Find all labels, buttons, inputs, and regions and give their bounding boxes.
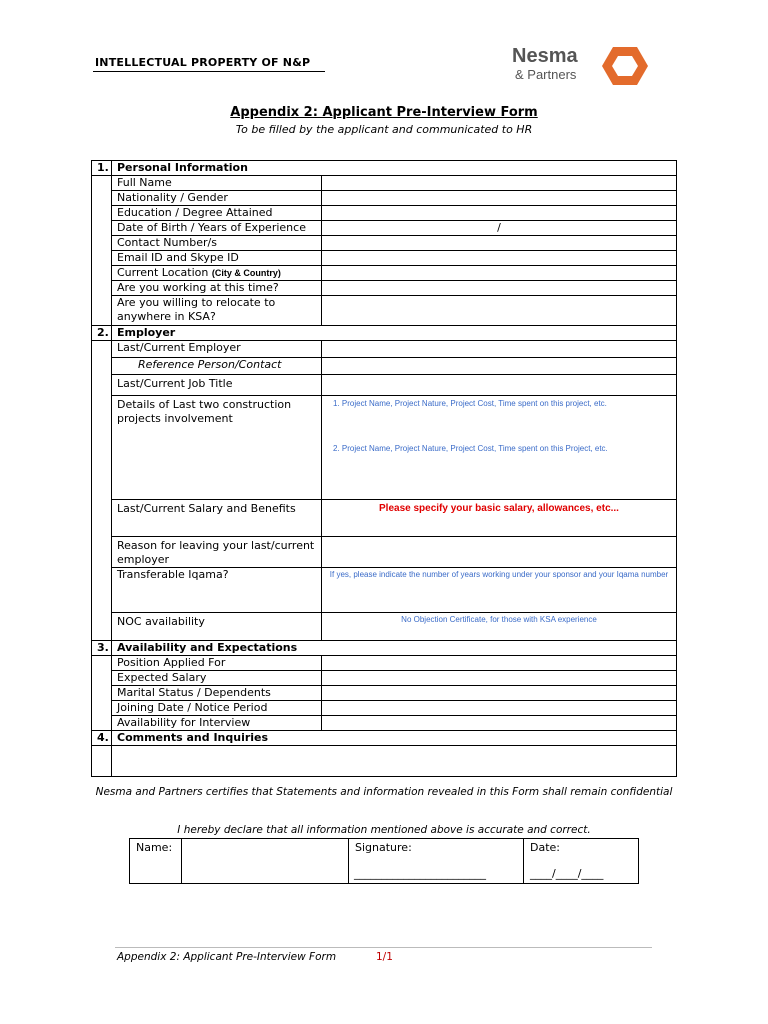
noc-field[interactable] [322,613,677,641]
name-field[interactable] [182,839,349,884]
salary-hint: Please specify your basic salary, allowances, etc... [379,503,619,514]
table-row [92,537,677,568]
section-title: Personal Information [112,161,677,176]
table-row [92,221,677,236]
field-label: Details of Last two construction projects involvement [112,396,322,500]
table-row [92,236,677,251]
noc-hint: No Objection Certificate, for those with KSA experience [401,615,597,624]
email-skype-field[interactable] [322,251,677,266]
header-underline [93,71,325,72]
applicant-form-table [91,160,677,777]
logo-subname: & Partners [515,67,577,82]
section-header-employer [92,326,677,341]
field-label: Joining Date / Notice Period [112,701,322,716]
projects-field[interactable] [322,396,677,500]
signature-line: ________________________ [354,867,486,880]
relocate-field[interactable] [322,296,677,326]
table-row [92,568,677,613]
current-employer-field[interactable] [322,341,677,358]
signature-field[interactable] [349,839,524,884]
field-label: NOC availability [112,613,322,641]
field-label: Current Location [117,266,209,279]
table-row [92,671,677,686]
field-label: Expected Salary [112,671,322,686]
field-label: Date of Birth / Years of Experience [112,221,322,236]
confidentiality-note: Nesma and Partners certifies that Statements and information revealed in this Form shall remain confidential [95,786,673,798]
iqama-field[interactable] [322,568,677,613]
field-label: Contact Number/s [112,236,322,251]
reference-contact-field[interactable] [322,358,677,375]
section-header-availability [92,641,677,656]
table-row [92,686,677,701]
table-row [92,296,677,326]
salary-benefits-field[interactable] [322,500,677,537]
education-field[interactable] [322,206,677,221]
section-header-personal [92,161,677,176]
field-label: Email ID and Skype ID [112,251,322,266]
footer-title: Appendix 2: Applicant Pre-Interview Form [117,951,337,963]
table-row [92,176,677,191]
contact-number-field[interactable] [322,236,677,251]
location-note: (City & Country) [211,268,281,278]
field-label: Full Name [112,176,322,191]
section-number: 4. [92,731,112,746]
table-row [92,500,677,537]
field-label: Last/Current Salary and Benefits [112,500,322,537]
leaving-reason-field[interactable] [322,537,677,568]
logo-name: Nesma [512,45,578,67]
date-line: ____/____/____ [530,867,604,880]
marital-status-field[interactable] [322,686,677,701]
table-row [92,251,677,266]
section-title: Availability and Expectations [112,641,677,656]
page-title: Appendix 2: Applicant Pre-Interview Form [230,105,538,120]
page-subtitle: To be filled by the applicant and communicated to HR [235,123,533,136]
field-label: Nationality / Gender [112,191,322,206]
signature-label: Signature: [355,841,412,854]
section-title: Employer [112,326,677,341]
section-header-comments [92,731,677,746]
header-title: INTELLECTUAL PROPERTY OF N&P [95,56,311,69]
iqama-hint: If yes, please indicate the number of years working under your sponsor and your Iqama number [329,570,669,579]
field-label: Education / Degree Attained [112,206,322,221]
field-label: Marital Status / Dependents [112,686,322,701]
table-row [92,716,677,731]
field-label: Reason for leaving your last/current employer [112,537,322,568]
section-number: 3. [92,641,112,656]
project-hint-2: 2. Project Name, Project Nature, Project Cost, Time spent on this Project, etc. [333,444,608,453]
declaration-text: I hereby declare that all information mentioned above is accurate and correct. [177,824,591,836]
section-number: 2. [92,326,112,341]
table-row [92,613,677,641]
table-row [92,266,677,281]
table-row [92,358,677,375]
field-label: Position Applied For [112,656,322,671]
table-row [92,746,677,777]
hexagon-ring-icon [600,44,650,88]
nationality-field[interactable] [322,191,677,206]
name-label: Name: [130,839,182,884]
section-number: 1. [92,161,112,176]
field-label: Availability for Interview [112,716,322,731]
field-label: Reference Person/Contact [112,358,322,375]
table-row [92,656,677,671]
date-label: Date: [530,841,560,854]
field-label: Are you working at this time? [112,281,322,296]
date-field[interactable] [524,839,639,884]
dob-experience-field[interactable] [322,221,677,236]
page-number: 1/1 [376,951,393,963]
table-row [92,375,677,396]
signature-table [129,838,639,884]
dob-separator: / [497,221,501,234]
full-name-field[interactable] [322,176,677,191]
current-location-field[interactable] [322,266,677,281]
joining-date-field[interactable] [322,701,677,716]
position-field[interactable] [322,656,677,671]
field-label: Last/Current Job Title [112,375,322,396]
comments-field[interactable] [112,746,677,777]
job-title-field[interactable] [322,375,677,396]
table-row [92,341,677,358]
table-row [92,701,677,716]
project-hint-1: 1. Project Name, Project Nature, Project Cost, Time spent on this project, etc. [333,399,607,408]
footer-divider [115,947,652,948]
field-label: Transferable Iqama? [112,568,322,613]
field-label: Last/Current Employer [112,341,322,358]
table-row [92,191,677,206]
interview-availability-field[interactable] [322,716,677,731]
table-row [92,281,677,296]
expected-salary-field[interactable] [322,671,677,686]
field-label: Are you willing to relocate to anywhere in KSA? [112,296,322,326]
table-row [92,206,677,221]
section-title: Comments and Inquiries [112,731,677,746]
working-now-field[interactable] [322,281,677,296]
table-row [92,396,677,500]
